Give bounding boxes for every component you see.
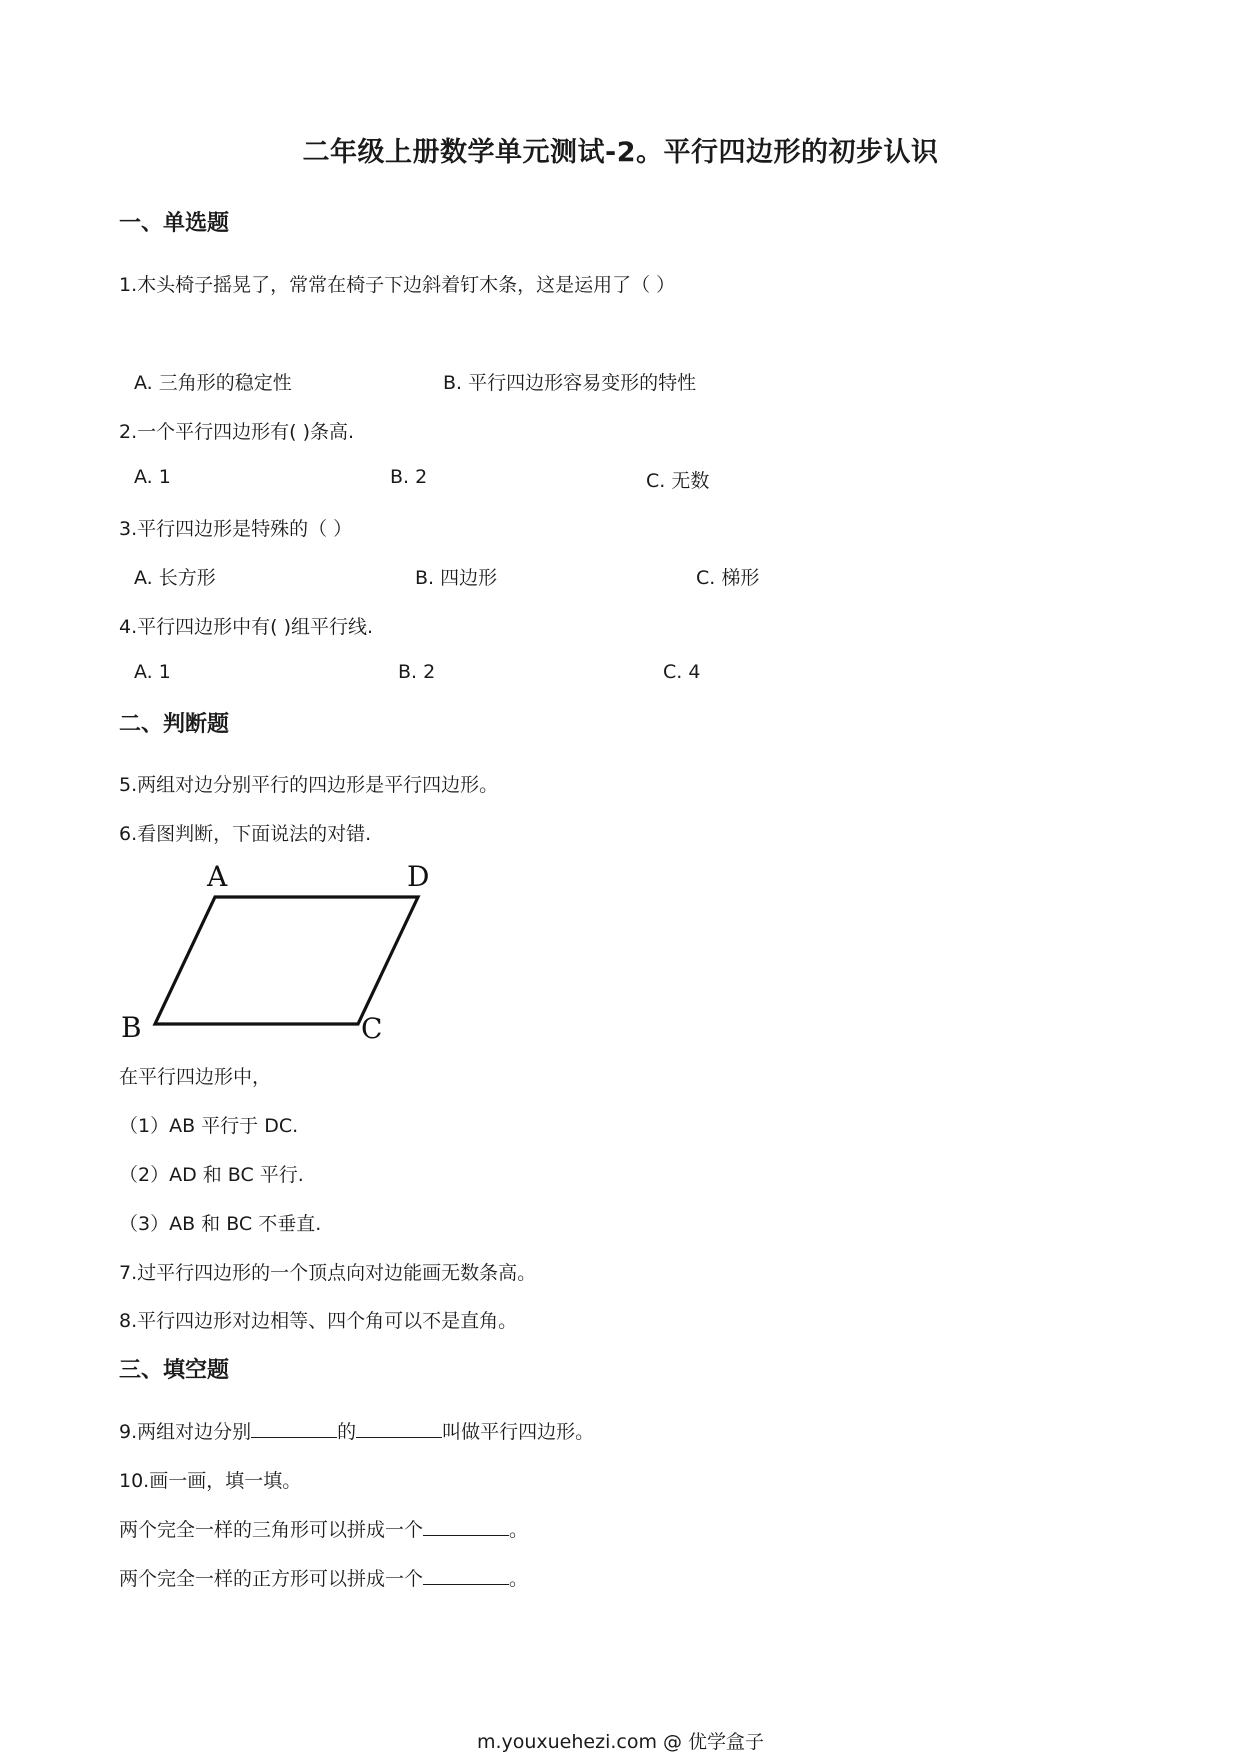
vertex-label-b: B xyxy=(121,1011,142,1044)
question-2-option-a: A. 1 xyxy=(134,466,171,488)
question-10-line-2 xyxy=(119,1564,528,1591)
question-4-option-a: A. 1 xyxy=(134,661,171,683)
question-5: 5.两组对边分别平行的四边形是平行四边形。 xyxy=(119,774,499,796)
question-2: 2.一个平行四边形有( )条高. xyxy=(119,421,355,443)
answer-blank[interactable] xyxy=(251,1419,337,1438)
question-6: 6.看图判断，下面说法的对错. xyxy=(119,823,372,845)
question-1-option-a: A. 三角形的稳定性 xyxy=(134,372,292,394)
question-1: 1.木头椅子摇晃了，常常在椅子下边斜着钉木条，这是运用了（ ） xyxy=(119,274,676,296)
question-6-intro: 在平行四边形中， xyxy=(119,1066,272,1088)
answer-blank[interactable] xyxy=(423,1517,509,1536)
question-3: 3.平行四边形是特殊的（ ） xyxy=(119,518,353,540)
question-10: 10.画一画，填一填。 xyxy=(119,1470,302,1492)
parallelogram-shape xyxy=(155,897,418,1024)
question-9 xyxy=(119,1417,594,1444)
parallelogram-figure xyxy=(118,852,448,1044)
section-heading-true-false: 二、判断题 xyxy=(119,712,230,737)
section-heading-fill-blank: 三、填空题 xyxy=(119,1358,230,1383)
vertex-label-a: A xyxy=(207,860,228,893)
vertex-label-d: D xyxy=(407,860,430,893)
question-4-option-b: B. 2 xyxy=(398,661,436,683)
answer-blank[interactable] xyxy=(423,1566,509,1585)
page-title: 二年级上册数学单元测试-2。平行四边形的初步认识 xyxy=(302,137,939,168)
question-4: 4.平行四边形中有( )组平行线. xyxy=(119,616,374,638)
question-6-statement-3: （3）AB 和 BC 不垂直. xyxy=(119,1213,322,1235)
question-3-option-b: B. 四边形 xyxy=(415,567,498,589)
question-6-statement-1: （1）AB 平行于 DC. xyxy=(119,1115,299,1137)
question-9-text-b: 的 xyxy=(337,1421,357,1443)
question-6-statement-2: （2）AD 和 BC 平行. xyxy=(119,1164,304,1186)
section-heading-single-choice: 一、单选题 xyxy=(119,211,230,236)
question-10-line-2-end: 。 xyxy=(509,1568,529,1590)
question-10-line-1-text: 两个完全一样的三角形可以拼成一个 xyxy=(119,1519,424,1541)
question-9-text-c: 叫做平行四边形。 xyxy=(442,1421,595,1443)
question-10-line-1 xyxy=(119,1515,528,1542)
vertex-label-c: C xyxy=(361,1012,383,1044)
question-2-option-b: B. 2 xyxy=(390,466,428,488)
answer-blank[interactable] xyxy=(356,1419,442,1438)
question-4-option-c: C. 4 xyxy=(663,661,701,683)
question-7: 7.过平行四边形的一个顶点向对边能画无数条高。 xyxy=(119,1262,537,1284)
page-footer: m.youxuehezi.com @ 优学盒子 xyxy=(476,1731,765,1753)
question-3-option-a: A. 长方形 xyxy=(134,567,216,589)
question-9-text-a: 9.两组对边分别 xyxy=(119,1421,252,1443)
question-10-line-2-text: 两个完全一样的正方形可以拼成一个 xyxy=(119,1568,424,1590)
question-8: 8.平行四边形对边相等、四个角可以不是直角。 xyxy=(119,1310,518,1332)
question-3-option-c: C. 梯形 xyxy=(696,567,760,589)
question-10-line-1-end: 。 xyxy=(509,1519,529,1541)
question-1-option-b: B. 平行四边形容易变形的特性 xyxy=(443,372,697,394)
question-2-option-c: C. 无数 xyxy=(646,470,710,492)
